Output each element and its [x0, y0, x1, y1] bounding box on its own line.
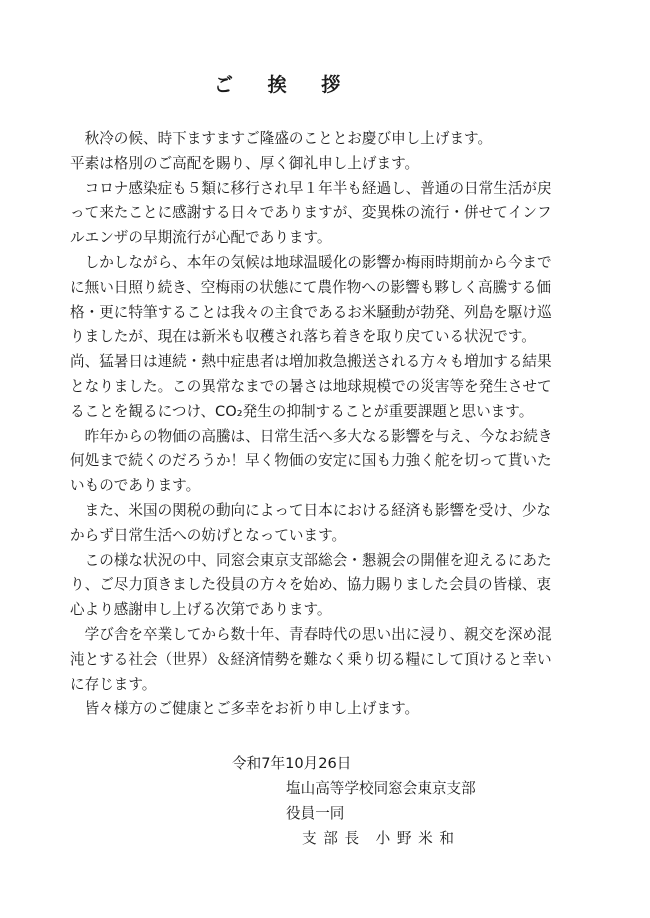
body-line: 心より感謝申し上げる次第であります。: [70, 601, 332, 619]
body-line: 尚、猛暑日は連続・熱中症患者は増加救急搬送される方々も増加する結果: [70, 353, 552, 371]
body-line: 秋冷の候、時下ますますご隆盛のこととお慶び申し上げます。: [70, 130, 493, 147]
body-line: となりました。この異常なまでの暑さは地球規模での災害等を発生させて: [70, 377, 552, 395]
body-line: 格・更に特筆することは我々の主食であるお米騒動が勃発、列島を駆け巡: [70, 303, 552, 321]
body-line: からず日常生活への妨げとなっています。: [70, 526, 347, 544]
body-line: ルエンザの早期流行が心配であります。: [70, 229, 332, 247]
body-line: また、米国の関税の動向によって日本における経済も影響を受け、少な: [70, 501, 552, 519]
title-text: ご 挨 拶: [214, 74, 355, 96]
body-line: りましたが、現在は新米も収穫され落ち着きを取り戻ている状況です。: [70, 328, 536, 346]
body-line: に存じます。: [70, 675, 157, 693]
body-line: り、ご尽力頂きました役員の方々を始め、協力賜りました会員の皆様、衷: [70, 576, 552, 594]
body-line: 平素は格別のご高配を賜り、厚く御礼申し上げます。: [70, 154, 420, 172]
closing-signature: 支 部 長 小 野 米 和: [302, 830, 455, 847]
body-line: 皆々様方のご健康とご多幸をお祈り申し上げます。: [70, 700, 420, 718]
closing-organization: 塩山高等学校同窓会東京支部: [286, 780, 476, 797]
body-line: って来たことに感謝する日々でありますが、変異株の流行・併せてインフ: [70, 204, 552, 222]
body-line: しかしながら、本年の気候は地球温暖化の影響か梅雨時期前から今まで: [70, 253, 552, 271]
body-line: ることを観るにつけ、CO₂発生の抑制することが重要課題と思います。: [70, 402, 534, 420]
body-line: 昨年からの物価の高騰は、日常生活へ多大なる影響を与え、今なお続き: [70, 427, 553, 445]
body-line: 何処まで続くのだろうか！早く物価の安定に国も力強く舵を切って貰いた: [70, 452, 552, 470]
body-line: いものであります。: [70, 477, 201, 495]
body-line: 学び舎を卒業してから数十年、青春時代の思い出に浸り、親交を深め混: [70, 625, 552, 643]
body-line: この様な状況の中、同窓会東京支部総会・懇親会の開催を迎えるにあた: [70, 551, 552, 569]
closing-officers: 役員一同: [286, 805, 345, 822]
body-line: 沌とする社会（世界）＆経済情勢を難なく乗り切る糧にして頂けると幸い: [70, 650, 552, 668]
body-line: コロナ感染症も５類に移行され早１年半も経過し、普通の日常生活が戻: [70, 179, 552, 197]
letter-body: [70, 127, 600, 722]
closing-date: 令和7年10月26日: [232, 755, 352, 772]
body-line: に無い日照り続き、空梅雨の状態にて農作物への影響も夥しく高騰する価: [70, 278, 552, 296]
